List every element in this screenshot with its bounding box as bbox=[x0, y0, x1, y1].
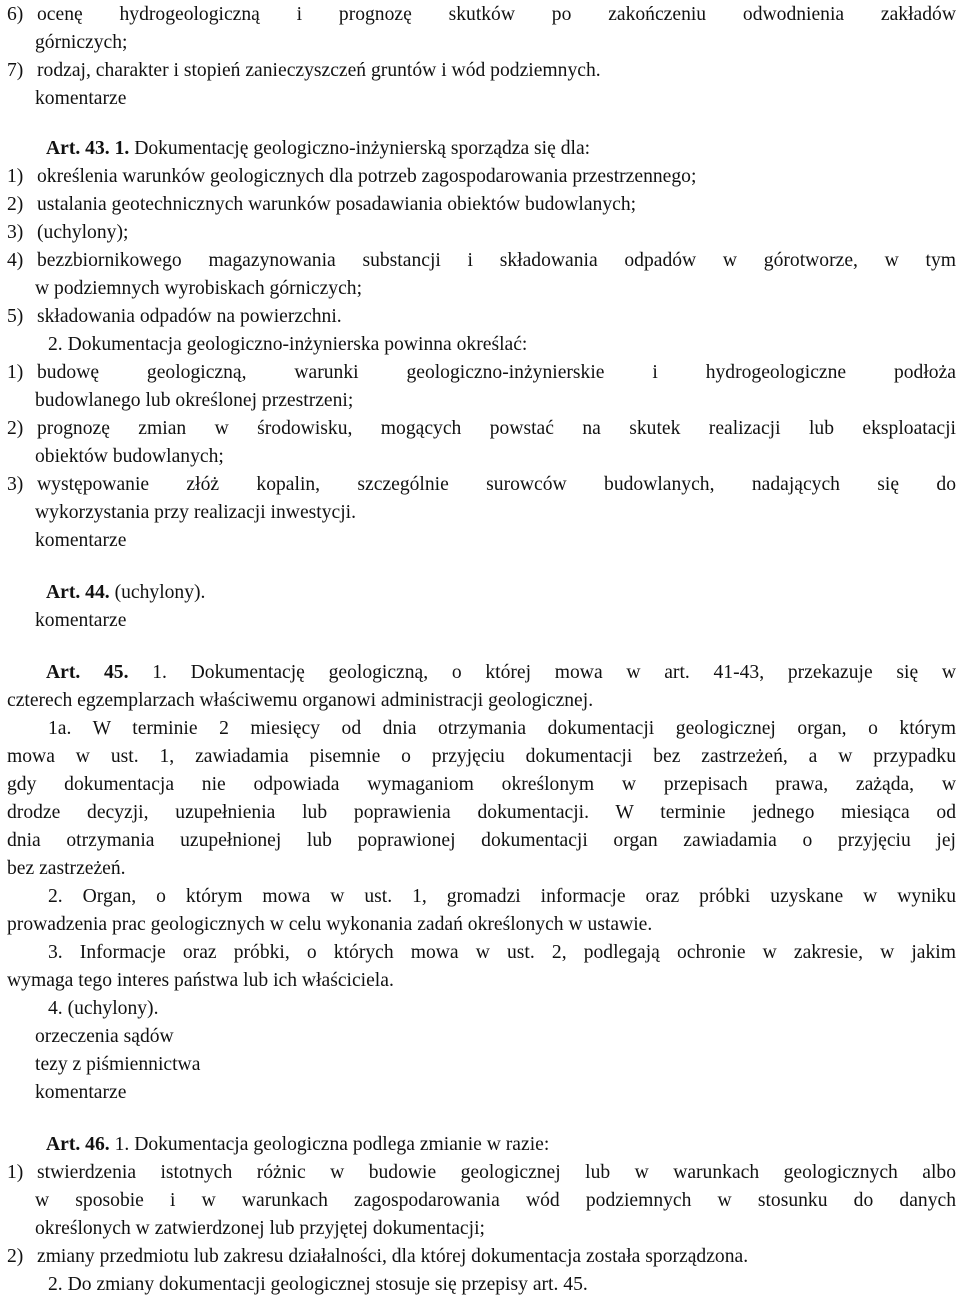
list-item-continuation: w podziemnych wyrobiskach górniczych; bbox=[35, 278, 363, 299]
list-text: składowania odpadów na powierzchni. bbox=[37, 306, 342, 327]
list-text: występowanie złóż kopalin, szczególnie surowców budowlanych, nadających się do bbox=[37, 474, 956, 495]
article-text: (uchylony). bbox=[114, 582, 206, 603]
list-text: określenia warunków geologicznych dla potrzeb zagospodarowania przestrzennego; bbox=[37, 166, 697, 187]
paragraph-number: 1. bbox=[114, 1134, 130, 1155]
list-text: rodzaj, charakter i stopień zanieczyszczeń gruntów i wód podziemnych. bbox=[37, 60, 601, 81]
list-label: 4) bbox=[7, 250, 24, 271]
list-label: 1) bbox=[7, 166, 24, 187]
article-number: Art. 45. bbox=[46, 662, 129, 683]
paragraph-2: 2. Do zmiany dokumentacji geologicznej stosuje się przepisy art. 45. bbox=[48, 1274, 588, 1295]
article-43-heading bbox=[46, 135, 956, 162]
list-item-continuation: budowlanego lub określonej przestrzeni; bbox=[35, 390, 354, 411]
comments-link[interactable]: komentarze bbox=[35, 530, 127, 551]
list-label: 6) bbox=[7, 4, 24, 25]
list-text: bezzbiornikowego magazynowania substancji i składowania odpadów w górotworze, w tym bbox=[37, 250, 956, 271]
list-item bbox=[7, 163, 956, 190]
paragraph-text: W terminie 2 miesięcy od dnia otrzymania dokumentacji geologicznej organ, o którym bbox=[92, 718, 957, 739]
paragraph-line: prowadzenia prac geologicznych w celu wykonania zadań określonych w ustawie. bbox=[7, 914, 653, 935]
paragraph-number: 1a. bbox=[48, 718, 72, 739]
article-number: Art. 44. bbox=[46, 582, 110, 603]
paragraph-line: gdy dokumentacja nie odpowiada wymaganiom określonym w przepisach prawa, zażąda, w bbox=[7, 774, 956, 795]
paragraph-number: 2. bbox=[48, 334, 63, 355]
list-item bbox=[7, 1, 956, 28]
list-text: stwierdzenia istotnych różnic w budowie geologicznej lub w warunkach geologicznych albo bbox=[37, 1162, 956, 1183]
list-item bbox=[7, 359, 956, 386]
paragraph-4: 4. (uchylony). bbox=[48, 998, 159, 1019]
comments-link[interactable]: komentarze bbox=[35, 1082, 127, 1103]
paragraph-number: 1. bbox=[114, 138, 130, 159]
list-item-continuation: określonych w zatwierdzonej lub przyjętej dokumentacji; bbox=[35, 1218, 485, 1239]
list-item bbox=[7, 1159, 956, 1186]
paragraph-line: drodze decyzji, uzupełnienia lub poprawienia dokumentacji. W terminie jednego miesiąca od bbox=[7, 802, 956, 823]
list-label: 2) bbox=[7, 418, 24, 439]
list-label: 5) bbox=[7, 306, 24, 327]
list-label: 1) bbox=[7, 362, 24, 383]
paragraph-line: bez zastrzeżeń. bbox=[7, 858, 126, 879]
article-number: Art. 46. bbox=[46, 1134, 110, 1155]
list-text: ocenę hydrogeologiczną i prognozę skutków po zakończeniu odwodnienia zakładów bbox=[37, 4, 956, 25]
list-text: prognozę zmian w środowisku, mogących powstać na skutek realizacji lub eksploatacji bbox=[37, 418, 956, 439]
list-item bbox=[7, 471, 956, 498]
list-label: 1) bbox=[7, 1162, 24, 1183]
list-text: zmiany przedmiotu lub zakresu działalności, dla której dokumentacja została sporządzona. bbox=[37, 1246, 749, 1267]
paragraph-line: mowa w ust. 1, zawiadamia pisemnie o przyjęciu dokumentacji bez zastrzeżeń, a w przypadku bbox=[7, 746, 956, 767]
list-item bbox=[7, 303, 956, 330]
paragraph-number: 1. bbox=[152, 662, 167, 683]
list-label: 3) bbox=[7, 222, 24, 243]
comments-link[interactable]: komentarze bbox=[35, 610, 127, 631]
paragraph-line: wymaga tego interes państwa lub ich właściciela. bbox=[7, 970, 394, 991]
list-item bbox=[7, 415, 956, 442]
paragraph-line: dnia otrzymania uzupełnionej lub poprawionej dokumentacji organ zawiadamia o przyjęciu jej bbox=[7, 830, 956, 851]
list-item-continuation: wykorzystania przy realizacji inwestycji. bbox=[35, 502, 356, 523]
list-label: 2) bbox=[7, 1246, 24, 1267]
list-text: (uchylony); bbox=[37, 222, 129, 243]
article-text: Dokumentację geologiczną, o której mowa w art. 41-43, przekazuje się w bbox=[190, 662, 956, 683]
comments-link[interactable]: komentarze bbox=[35, 88, 127, 109]
list-item bbox=[7, 57, 956, 84]
list-item bbox=[7, 191, 956, 218]
court-rulings-link[interactable]: orzeczenia sądów bbox=[35, 1026, 174, 1047]
article-46-heading bbox=[46, 1131, 956, 1158]
list-label: 3) bbox=[7, 474, 24, 495]
list-item-continuation: górniczych; bbox=[35, 32, 128, 53]
list-text: budowę geologiczną, warunki geologiczno-inżynierskie i hydrogeologiczne podłoża bbox=[37, 362, 956, 383]
list-label: 7) bbox=[7, 60, 24, 81]
paragraph-line: czterech egzemplarzach właściwemu organowi administracji geologicznej. bbox=[7, 690, 594, 711]
list-item bbox=[7, 1243, 956, 1270]
paragraph-2 bbox=[48, 331, 956, 358]
article-44-heading bbox=[46, 579, 956, 606]
article-text: Dokumentacja geologiczna podlega zmianie w razie: bbox=[134, 1134, 550, 1155]
list-item-continuation: obiektów budowlanych; bbox=[35, 446, 224, 467]
paragraph-2: 2. Organ, o którym mowa w ust. 1, gromadzi informacje oraz próbki uzyskane w wyniku bbox=[48, 886, 956, 907]
paragraph-3: 3. Informacje oraz próbki, o których mowa w ust. 2, podlegają ochronie w zakresie, w jakim bbox=[48, 942, 956, 963]
article-number: Art. 43. bbox=[46, 138, 110, 159]
article-45-heading bbox=[46, 659, 956, 686]
list-item bbox=[7, 219, 956, 246]
literature-theses-link[interactable]: tezy z piśmiennictwa bbox=[35, 1054, 201, 1075]
paragraph-1a bbox=[48, 715, 956, 742]
list-text: ustalania geotechnicznych warunków posadawiania obiektów budowlanych; bbox=[37, 194, 637, 215]
list-label: 2) bbox=[7, 194, 24, 215]
article-text: Dokumentację geologiczno-inżynierską sporządza się dla: bbox=[134, 138, 591, 159]
list-item bbox=[7, 247, 956, 274]
paragraph-text: Dokumentacja geologiczno-inżynierska powinna określać: bbox=[67, 334, 528, 355]
list-item-continuation: w sposobie i w warunkach zagospodarowania wód podziemnych w stosunku do danych bbox=[35, 1190, 956, 1211]
